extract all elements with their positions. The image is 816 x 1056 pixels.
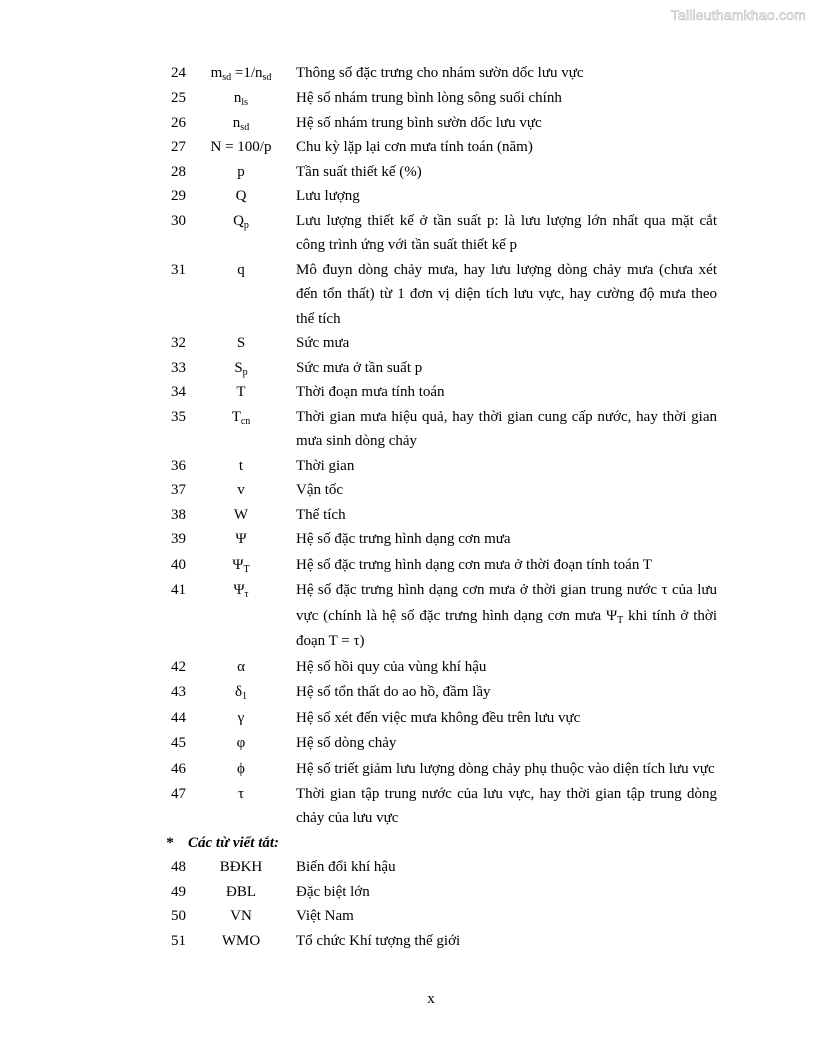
item-symbol: τ bbox=[237, 785, 245, 802]
item-number: 30 bbox=[171, 212, 186, 229]
item-symbol: S bbox=[236, 335, 246, 351]
item-description: Hệ số đặc trưng hình dạng cơn mưa bbox=[296, 531, 511, 547]
item-symbol: $\Psi_\tau$ bbox=[233, 582, 249, 600]
list-item bbox=[140, 135, 720, 160]
list-item bbox=[140, 904, 720, 929]
item-number: 45 bbox=[171, 735, 186, 751]
item-number: 28 bbox=[171, 163, 186, 180]
item-symbol: q bbox=[237, 261, 245, 278]
item-description: Hệ số dòng chảy bbox=[296, 735, 397, 751]
list-item bbox=[140, 380, 720, 405]
list-item bbox=[140, 527, 720, 553]
item-number: 42 bbox=[171, 658, 186, 675]
item-symbol: α bbox=[237, 658, 245, 675]
list-item bbox=[140, 331, 720, 356]
item-number: 39 bbox=[171, 531, 186, 547]
item-description: Hệ số đặc trưng hình dạng cơn mưa ở thời đoạn tính toán T bbox=[296, 556, 652, 573]
item-number: 24 bbox=[171, 65, 186, 81]
item-symbol: γ bbox=[237, 709, 245, 726]
section-title: Các từ viết tắt: bbox=[188, 834, 280, 851]
item-description: Thời đoạn mưa tính toán bbox=[296, 384, 445, 400]
list-item bbox=[140, 706, 720, 732]
list-item bbox=[140, 578, 720, 655]
item-number: 43 bbox=[171, 684, 186, 700]
item-number: 50 bbox=[171, 908, 186, 924]
item-symbol: ĐBL bbox=[226, 883, 256, 900]
item-symbol: ϕ bbox=[237, 760, 245, 777]
item-symbol: Ψ bbox=[235, 531, 247, 547]
item-number: 49 bbox=[171, 883, 186, 900]
list-item bbox=[140, 454, 720, 479]
item-number: 29 bbox=[171, 188, 186, 204]
item-symbol: φ bbox=[236, 735, 246, 751]
item-description: Thông số đặc trưng cho nhám sườn dốc lưu vực bbox=[296, 65, 584, 81]
item-symbol: BĐKH bbox=[219, 859, 263, 875]
item-description: Sức mưa ở tần suất p bbox=[296, 359, 423, 376]
item-number: 32 bbox=[171, 335, 186, 351]
page-number: x bbox=[427, 991, 435, 1007]
item-description: Thể tích bbox=[296, 506, 346, 523]
item-number: 44 bbox=[171, 709, 186, 726]
item-symbol: $\delta_1$ bbox=[234, 684, 248, 702]
item-description: Tổ chức Khí tượng thế giới bbox=[296, 932, 461, 949]
item-description: Sức mưa bbox=[296, 335, 350, 351]
item-symbol: T bbox=[236, 384, 246, 400]
item-description: Hệ số hồi quy của vùng khí hậu bbox=[296, 658, 487, 675]
item-description: Đặc biệt lớn bbox=[296, 883, 370, 900]
item-number: 38 bbox=[171, 506, 186, 523]
item-description: Lưu lượng thiết kế ở tần suất p: là lưu lượng lớn nhất qua mặt cắt công trình ứng với tần suất thiết kế p bbox=[296, 212, 717, 253]
list-item bbox=[140, 880, 720, 905]
list-item bbox=[140, 478, 720, 503]
item-symbol: N = 100/p bbox=[210, 139, 272, 155]
item-number: 25 bbox=[171, 90, 186, 106]
item-number: 48 bbox=[171, 859, 186, 875]
item-number: 40 bbox=[171, 556, 186, 573]
item-description: Hệ số nhám trung bình sườn dốc lưu vực bbox=[296, 114, 542, 131]
item-number: 31 bbox=[171, 261, 186, 278]
item-number: 35 bbox=[171, 408, 186, 425]
watermark: Tailieuthamkhao.com bbox=[670, 7, 806, 23]
list-item bbox=[140, 258, 720, 332]
list-item bbox=[140, 61, 720, 86]
item-symbol: v bbox=[237, 482, 245, 498]
item-number: 34 bbox=[171, 384, 186, 400]
item-symbol: W bbox=[233, 506, 249, 523]
item-symbol: $m_{sd} =1/n_{sd}$ bbox=[210, 65, 272, 83]
list-item bbox=[140, 209, 720, 258]
item-number: 41 bbox=[171, 582, 186, 598]
item-symbol: $\Psi_T$ bbox=[232, 556, 250, 575]
item-description: Thời gian tập trung nước của lưu vực, hay thời gian tập trung dòng chảy của lưu vực bbox=[296, 785, 717, 826]
item-description: Biến đổi khí hậu bbox=[296, 859, 396, 875]
item-description: Hệ số triết giảm lưu lượng dòng chảy phụ thuộc vào diện tích lưu vực bbox=[296, 760, 715, 777]
list-item bbox=[140, 184, 720, 209]
item-description: Việt Nam bbox=[296, 908, 354, 924]
item-number: 47 bbox=[171, 785, 186, 802]
item-description: Hệ số tổn thất do ao hồ, đầm lầy bbox=[296, 684, 491, 700]
list-item bbox=[140, 111, 720, 136]
section-heading bbox=[140, 831, 720, 856]
item-symbol: t bbox=[238, 457, 244, 474]
item-symbol: p bbox=[237, 163, 245, 180]
item-symbol: Q bbox=[235, 188, 247, 204]
item-number: 36 bbox=[171, 457, 186, 474]
item-symbol: $n_{sd}$ bbox=[232, 114, 250, 133]
item-description: Vận tốc bbox=[296, 482, 344, 498]
section-marker: * bbox=[166, 834, 174, 851]
item-number: 51 bbox=[171, 932, 186, 949]
item-description: Thời gian mưa hiệu quả, hay thời gian cung cấp nước, hay thời gian mưa sinh dòng chảy bbox=[296, 408, 717, 449]
item-description: Thời gian bbox=[296, 457, 355, 474]
symbol-list bbox=[140, 61, 720, 953]
item-number: 26 bbox=[171, 114, 186, 131]
list-item bbox=[140, 503, 720, 528]
item-symbol: $Q_p$ bbox=[233, 212, 249, 231]
list-item bbox=[140, 929, 720, 954]
item-description: Lưu lượng bbox=[296, 188, 360, 204]
list-item bbox=[140, 855, 720, 880]
list-item bbox=[140, 86, 720, 111]
item-description: Tần suất thiết kế (%) bbox=[296, 163, 422, 180]
list-item bbox=[140, 757, 720, 782]
list-item bbox=[140, 553, 720, 579]
item-number: 33 bbox=[171, 359, 186, 376]
item-description: Chu kỳ lặp lại cơn mưa tính toán (năm) bbox=[296, 139, 533, 155]
list-item bbox=[140, 160, 720, 185]
list-item bbox=[140, 731, 720, 757]
list-item bbox=[140, 405, 720, 454]
item-symbol: WMO bbox=[221, 932, 261, 949]
item-symbol: $n_{ls}$ bbox=[233, 90, 249, 108]
list-item bbox=[140, 356, 720, 381]
item-number: 27 bbox=[171, 139, 186, 155]
list-item bbox=[140, 680, 720, 706]
item-symbol: VN bbox=[230, 908, 252, 924]
item-number: 46 bbox=[171, 760, 186, 777]
item-number: 37 bbox=[171, 482, 186, 498]
list-item bbox=[140, 782, 720, 831]
item-description: Mô đuyn dòng chảy mưa, hay lưu lượng dòng chảy mưa (chưa xét đến tổn thất) từ 1 đơn vị diện tích lưu vực, hay cường độ mưa theo thể tích bbox=[296, 261, 717, 327]
list-item bbox=[140, 655, 720, 681]
item-symbol: $S_p$ bbox=[234, 359, 248, 378]
item-description: Hệ số đặc trưng hình dạng cơn mưa ở thời gian trung nước τ của lưu vực (chính là hệ số đặc trưng hình dạng cơn mưa $\Psi_T$ khi tính ở thời đoạn T = τ) bbox=[296, 582, 717, 649]
item-description: Hệ số xét đến việc mưa không đều trên lưu vực bbox=[296, 709, 581, 726]
item-symbol: $T_{cn}$ bbox=[231, 408, 251, 427]
item-description: Hệ số nhám trung bình lòng sông suối chính bbox=[296, 90, 562, 106]
